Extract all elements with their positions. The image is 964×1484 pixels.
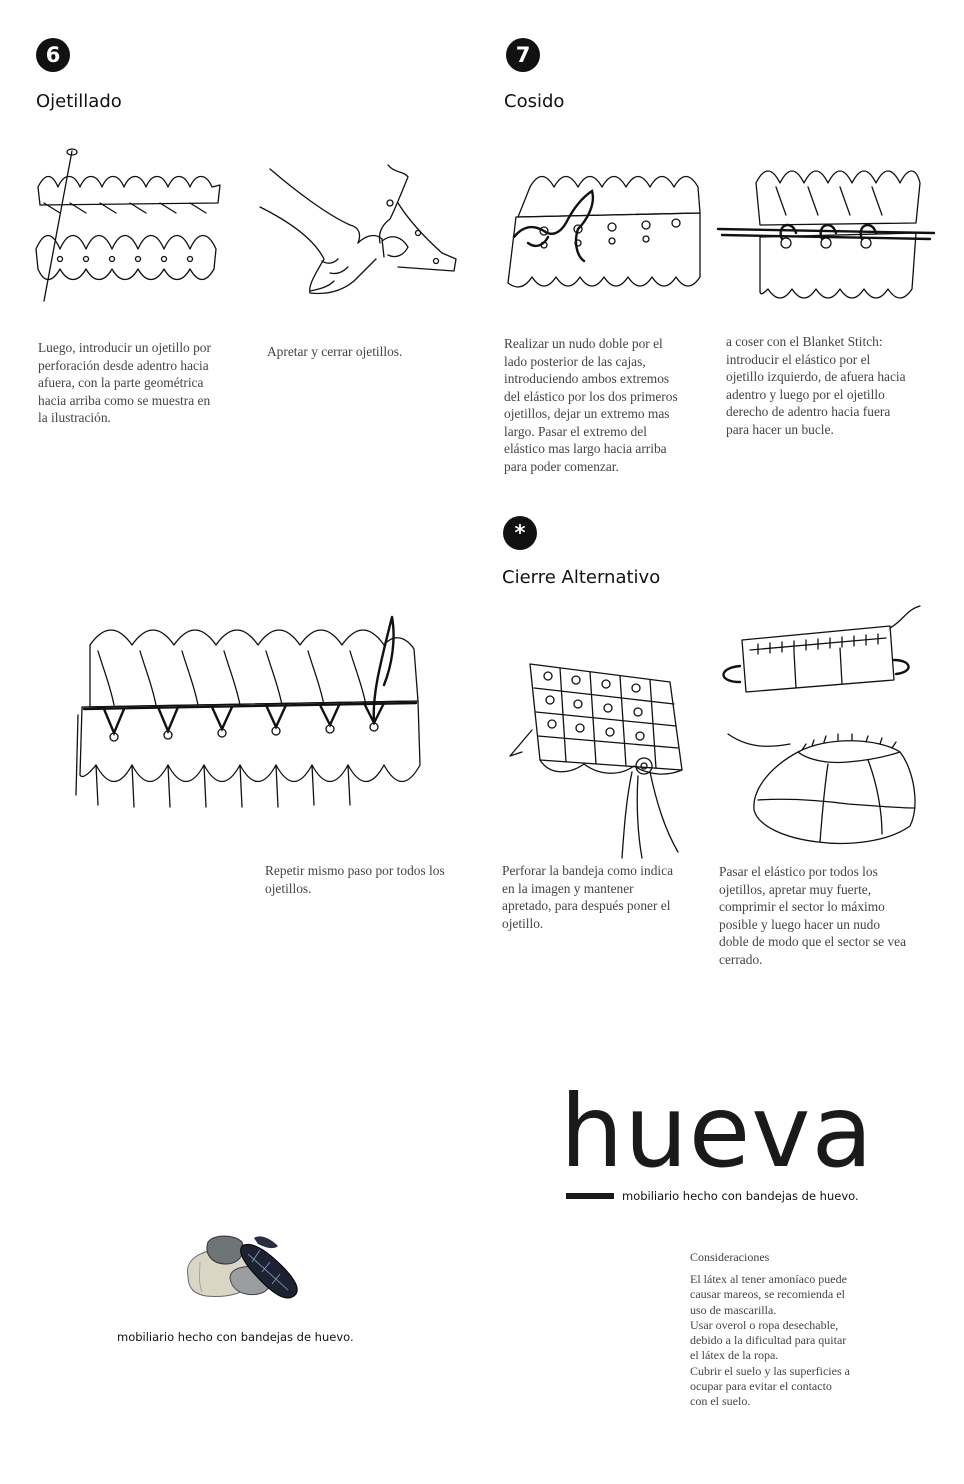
illustration-elastic-strip (714, 604, 926, 696)
alt-text-b: Pasar el elástico por todos los ojetillos, apretar muy fuerte, comprimir el sector lo máximo posible y luego hacer un nudo doble de modo que el sector se vea cerrado. (719, 864, 907, 967)
step-6-title: Ojetillado (36, 91, 122, 112)
step-7-badge: 7 (506, 38, 540, 72)
step-6-text-b: Apretar y cerrar ojetillos. (267, 344, 403, 359)
alt-title: Cierre Alternativo (502, 567, 661, 588)
step-6-badge: 6 (36, 38, 70, 72)
step-7-text-b: a coser con el Blanket Stitch: introducir el elástico por el ojetillo izquierdo, de afuera hacia adentro y luego por el ojetillo derecho de adentro hacia fuera para hacer un bucle. (726, 334, 906, 437)
hueva-logo: hueva (560, 1073, 874, 1190)
step-6-text-c: Repetir mismo paso por todos los ojetillos. (265, 863, 445, 896)
illustration-perforate-tray (510, 660, 702, 860)
illustration-pliers-hand (258, 163, 460, 298)
step-6-text-a: Luego, introducir un ojetillo por perforación desde adentro hacia afuera, con la parte geométrica hacia arriba como se muestra en la ilustración. (38, 340, 211, 425)
pouf-product-image (170, 1232, 310, 1304)
illustration-blanket-stitch (716, 163, 936, 305)
brand-tagline-small: mobiliario hecho con bandejas de huevo. (117, 1330, 354, 1344)
step-7-text-a: Realizar un nudo doble por el lado posterior de las cajas, introduciendo ambos extremos del elástico por los dos primeros ojetillos, dejar un extremo mas largo. Pasar el extremo del elástico mas largo hacia arriba para poder comenzar. (504, 336, 678, 474)
illustration-double-knot (500, 165, 705, 297)
step-7-title: Cosido (504, 91, 565, 112)
considerations-body: El látex al tener amoníaco puede causar mareos, se recomienda el uso de mascarilla. Usar overol o ropa desechable, debido a la dificultad para quitar el látex de la ropa. Cubrir el suelo y las superficies a ocupar para evitar el contacto con el suelo. (690, 1272, 850, 1409)
illustration-closed-sector (728, 730, 924, 860)
illustration-stitched-trays (74, 615, 426, 815)
considerations-title: Consideraciones (690, 1250, 770, 1264)
logo-underline (566, 1193, 614, 1199)
brand-tagline: mobiliario hecho con bandejas de huevo. (622, 1189, 859, 1203)
alt-text-a: Perforar la bandeja como indica en la imagen y mantener apretado, para después poner el ojetillo. (502, 863, 674, 931)
asterisk-badge: * (503, 516, 537, 550)
illustration-eyelet-insert (30, 145, 230, 305)
